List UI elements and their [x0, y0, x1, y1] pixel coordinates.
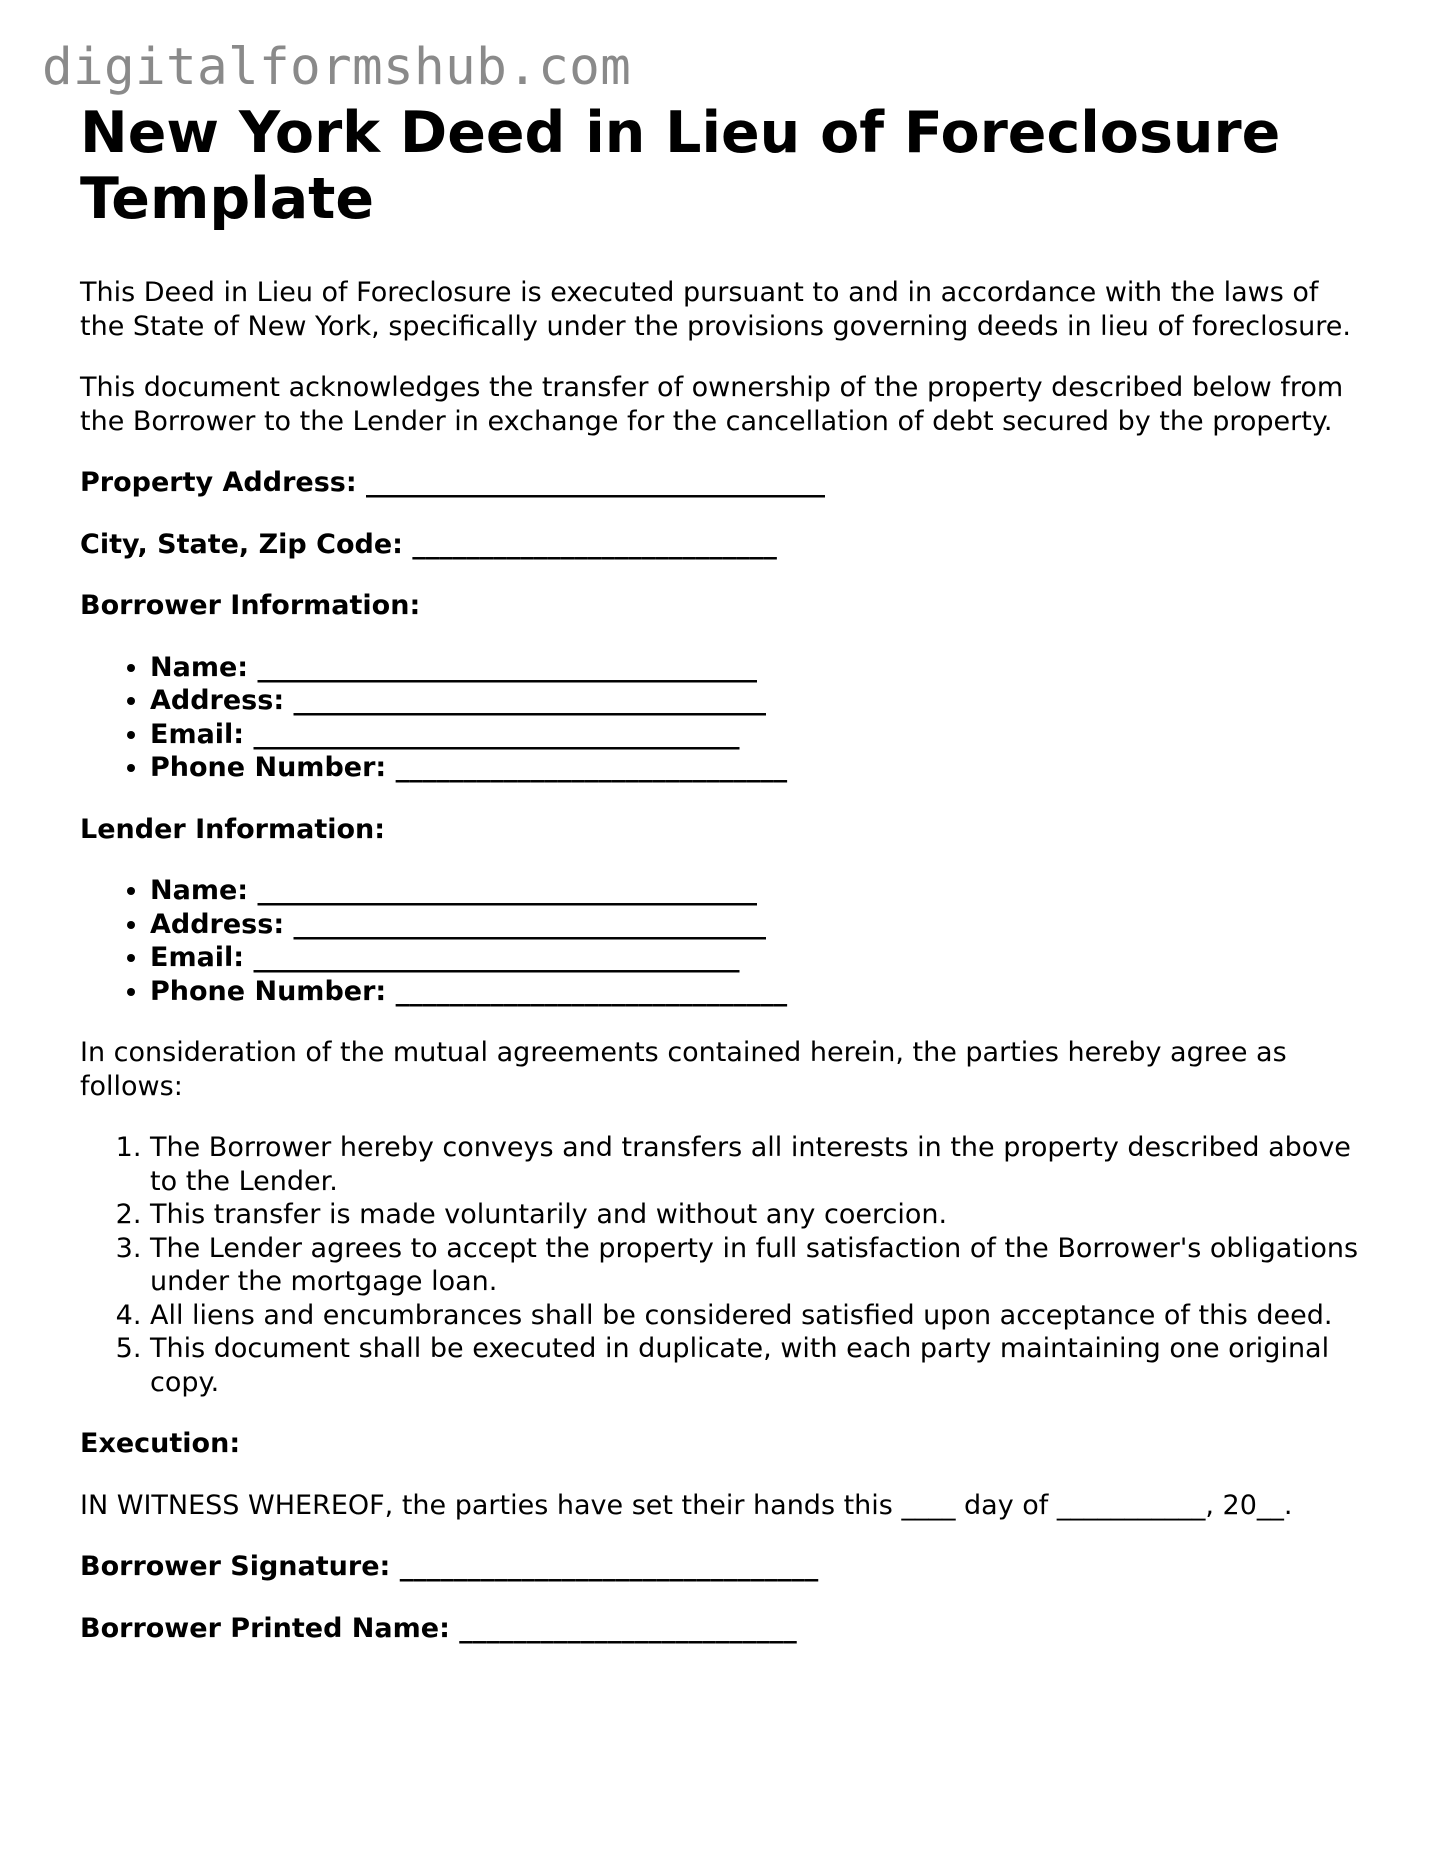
terms-list [80, 1131, 1370, 1399]
borrower-email-field: • Email: ____________________________________ [150, 718, 1370, 752]
intro-paragraph: This Deed in Lieu of Foreclosure is executed pursuant to and in accordance with the laws of the State of New York, specifically under the provisions governing deeds in lieu of foreclosure. [80, 277, 1351, 342]
borrower-phone-field: • Phone Number: _____________________________ [150, 751, 1370, 785]
term-item: 3. The Lender agrees to accept the property in full satisfaction of the Borrower's obligations under the mortgage loan. [150, 1232, 1370, 1299]
borrower-signature-field: Borrower Signature: _______________________________ [80, 1551, 819, 1582]
site-watermark: digitalformshub.com [42, 38, 632, 97]
lender-info-heading: Lender Information: [80, 813, 386, 845]
lender-name-field: • Name: _____________________________________ [150, 874, 1370, 908]
lender-info-list [80, 874, 1370, 1008]
term-item: 5. This document shall be executed in duplicate, with each party maintaining one original copy. [150, 1332, 1370, 1399]
city-state-zip-field: City, State, Zip Code: ___________________________ [80, 528, 777, 560]
document-body [80, 100, 1370, 1673]
lender-phone-field: • Phone Number: _____________________________ [150, 975, 1370, 1009]
term-item: 2. This transfer is made voluntarily and without any coercion. [150, 1198, 1370, 1232]
execution-heading: Execution: [80, 1428, 241, 1459]
intro-paragraph: This document acknowledges the transfer of ownership of the property described below from the Borrower to the Lender in exchange for the cancellation of debt secured by the property. [80, 372, 1344, 437]
witness-statement: IN WITNESS WHEREOF, the parties have set their hands this ____ day of ___________, 20__. [80, 1489, 1293, 1521]
borrower-printed-name-field: Borrower Printed Name: _________________________ [80, 1612, 797, 1644]
lender-email-field: • Email: ____________________________________ [150, 941, 1370, 975]
borrower-name-field: • Name: _____________________________________ [150, 651, 1370, 685]
borrower-info-heading: Borrower Information: [80, 590, 421, 621]
consideration-paragraph: In consideration of the mutual agreements contained herein, the parties hereby agree as follows: [80, 1037, 1287, 1102]
document-title: New York Deed in Lieu of Foreclosure Template [80, 100, 1281, 232]
term-item: 4. All liens and encumbrances shall be considered satisfied upon acceptance of this deed. [150, 1299, 1370, 1333]
lender-address-field: • Address: ___________________________________ [150, 908, 1370, 942]
borrower-info-list [80, 651, 1370, 785]
term-item: 1. The Borrower hereby conveys and transfers all interests in the property described above to the Lender. [150, 1131, 1370, 1198]
property-address-field: Property Address: __________________________________ [80, 467, 826, 498]
borrower-address-field: • Address: ___________________________________ [150, 684, 1370, 718]
